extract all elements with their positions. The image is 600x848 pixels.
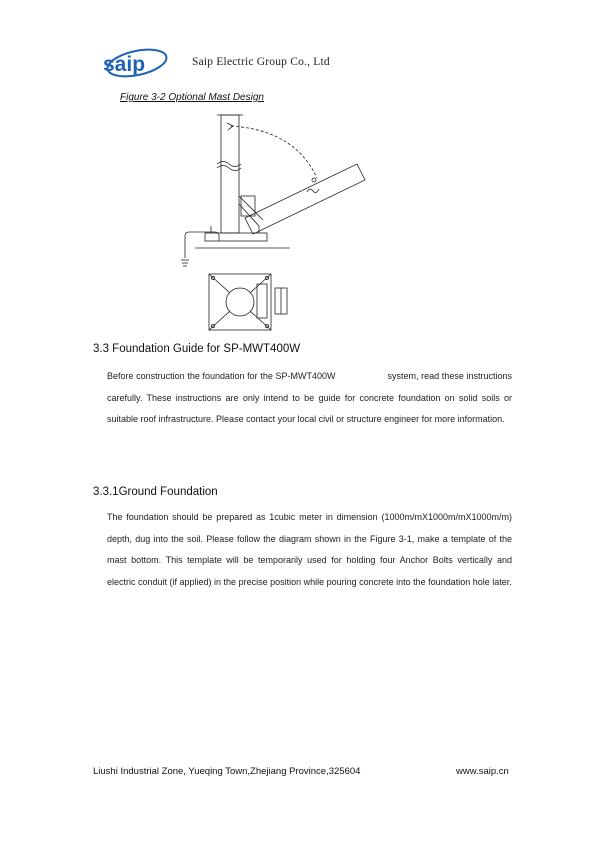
section-heading-3-3-1: 3.3.1Ground Foundation	[93, 486, 218, 498]
paragraph-text-after: system, read these instructions carefully. These instructions are only intend to be guide for concrete foundation on solid soils or suitable roof infrastructure. Please contact your local civil or structure engineer for more information.	[107, 371, 512, 424]
footer-website: www.saip.cn	[456, 766, 509, 777]
section-heading-3-3: 3.3 Foundation Guide for SP-MWT400W	[93, 343, 301, 355]
ground-foundation-paragraph: The foundation should be prepared as 1cubic meter in dimension (1000m/mX1000m/mX1000m/m) depth, dug into the soil. Please follow the diagram shown in the Figure 3-1, make a template of the mast bottom. This template will be temporarily used for holding four Anchor Bolts vertically and electric conduit (if applied) in the precise position while pouring concrete into the foundation hole later.	[107, 512, 512, 587]
logo-text: saip	[103, 53, 146, 76]
footer-address: Liushi Industrial Zone, Yueqing Town,Zhejiang Province,325604	[93, 766, 361, 777]
company-name: Saip Electric Group Co., Ltd	[192, 56, 330, 68]
figure-caption: Figure 3-2 Optional Mast Design	[120, 92, 264, 103]
company-logo	[100, 46, 168, 80]
mast-design-drawing	[175, 108, 385, 340]
foundation-guide-paragraph	[107, 366, 512, 431]
paragraph-text-before: Before construction the foundation for the SP-MWT400W	[107, 371, 336, 381]
